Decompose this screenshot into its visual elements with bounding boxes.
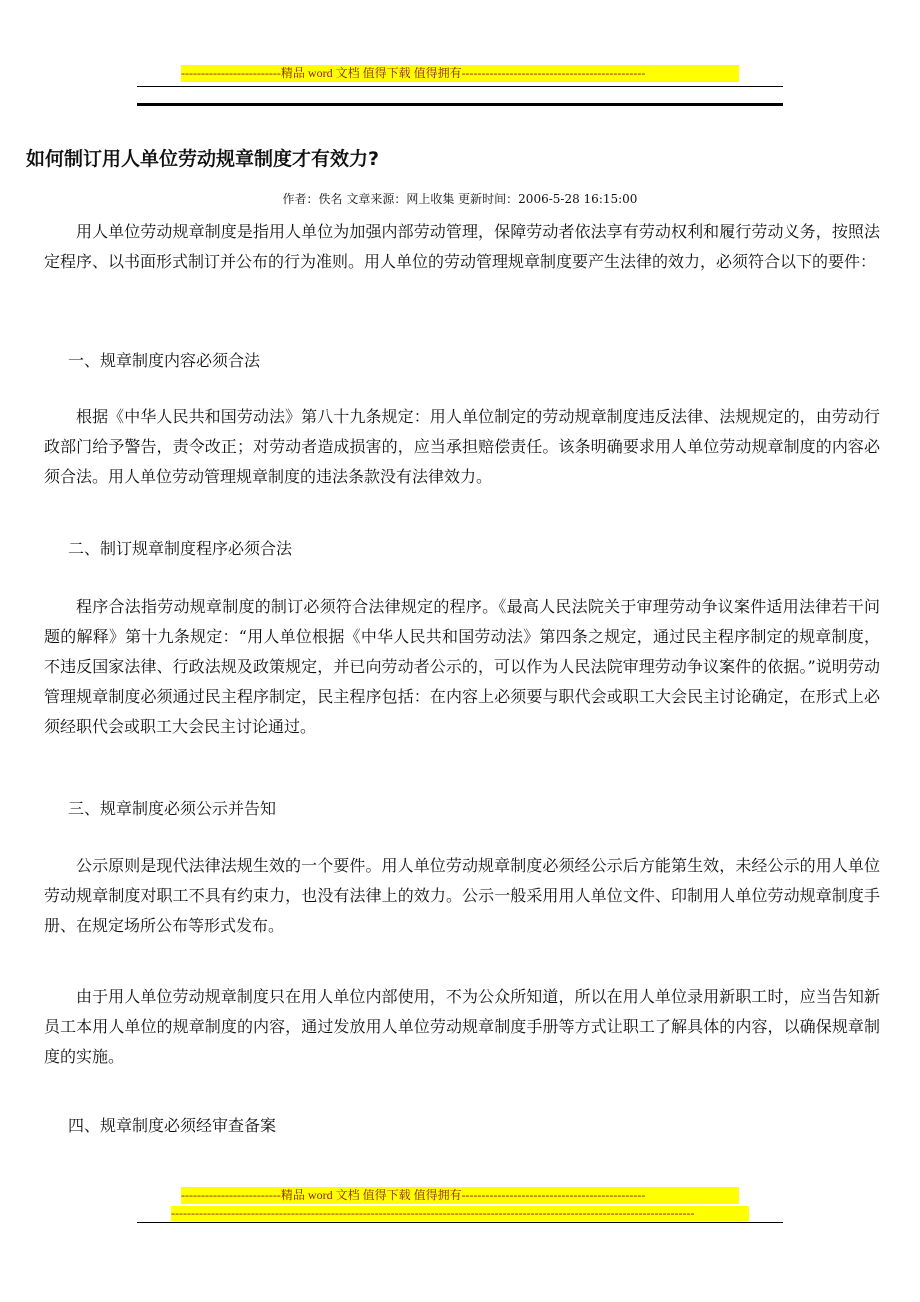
section-heading-1: 一、规章制度内容必须合法 — [68, 351, 261, 370]
footer-banner: -------------------------精品 word 文档 值得下载 值得拥有---------------------------------------------- — [181, 1187, 739, 1204]
article-meta: 作者：佚名 文章来源：网上收集 更新时间：2006-5-28 16:15:00 — [282, 192, 638, 206]
section-heading-4: 四、规章制度必须经审查备案 — [68, 1116, 277, 1135]
article-title: 如何制订用人单位劳动规章制度才有效力? — [26, 148, 380, 170]
section-1-paragraph: 根据《中华人民共和国劳动法》第八十九条规定：用人单位制定的劳动规章制度违反法律、法规规定的，由劳动行政部门给予警告，责令改正；对劳动者造成损害的，应当承担赔偿责任。该条明确要求用人单位劳动规章制度的内容必须合法。用人单位劳动管理规章制度的违法条款没有法律效力。 — [44, 407, 880, 486]
section-2-paragraph: 程序合法指劳动规章制度的制订必须符合法律规定的程序。《最高人民法院关于审理劳动争议案件适用法律若干问题的解释》第十九条规定：“用人单位根据《中华人民共和国劳动法》第四条之规定，通过民主程序制定的规章制度，不违反国家法律、行政法规及政策规定，并已向劳动者公示的，可以作为人民法院审理劳动争议案件的依据。”说明劳动管理规章制度必须通过民主程序制定，民主程序包括：在内容上必须要与职代会或职工大会民主讨论确定，在形式上必须经职代会或职工大会民主讨论通过。 — [44, 597, 880, 736]
header-rule-thick — [137, 103, 783, 106]
header-banner: -------------------------精品 word 文档 值得下载 值得拥有---------------------------------------------- — [181, 65, 739, 82]
footer-dashes: ----------------------------------------------------------------------------------------------------------------------------------- — [171, 1206, 749, 1221]
section-heading-3: 三、规章制度必须公示并告知 — [68, 799, 277, 818]
section-3-paragraph-2: 由于用人单位劳动规章制度只在用人单位内部使用，不为公众所知道，所以在用人单位录用新职工时，应当告知新员工本用人单位的规章制度的内容，通过发放用人单位劳动规章制度手册等方式让职工了解具体的内容，以确保规章制度的实施。 — [44, 987, 880, 1066]
intro-paragraph: 用人单位劳动规章制度是指用人单位为加强内部劳动管理，保障劳动者依法享有劳动权利和履行劳动义务，按照法定程序、以书面形式制订并公布的行为准则。用人单位的劳动管理规章制度要产生法律的效力，必须符合以下的要件： — [44, 222, 880, 271]
section-heading-2: 二、制订规章制度程序必须合法 — [68, 539, 293, 558]
section-3-paragraph-1: 公示原则是现代法律法规生效的一个要件。用人单位劳动规章制度必须经公示后方能第生效，未经公示的用人单位劳动规章制度对职工不具有约束力，也没有法律上的效力。公示一般采用用人单位文件、印制用人单位劳动规章制度手册、在规定场所公布等形式发布。 — [44, 856, 880, 935]
header-rule-thin — [137, 86, 783, 87]
footer-rule — [137, 1222, 783, 1223]
